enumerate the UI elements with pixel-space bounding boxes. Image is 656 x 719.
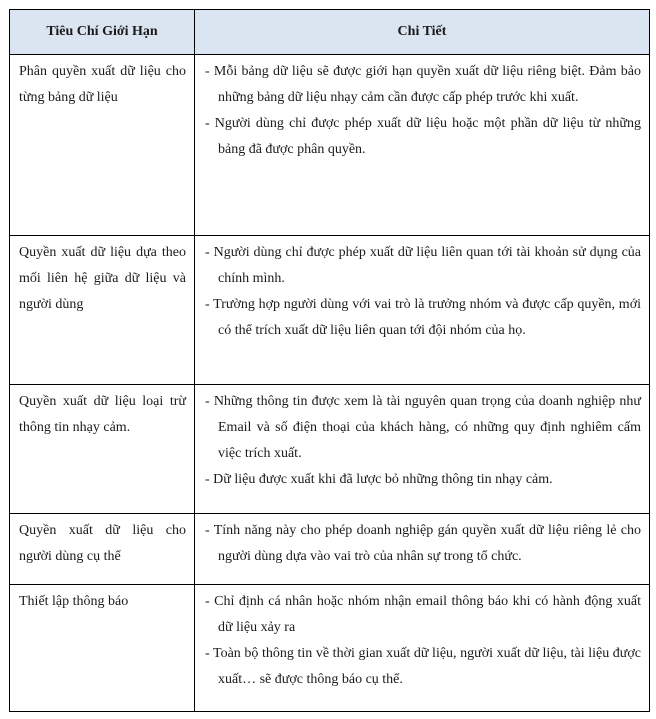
detail-bullet: - Trường hợp người dùng với vai trò là trưởng nhóm và được cấp quyền, mới có thể trích xuất dữ liệu liên quan tới đội nhóm của họ.	[205, 297, 641, 338]
criteria-table	[9, 9, 650, 712]
table-row	[10, 585, 650, 712]
detail-bullet: - Người dùng chỉ được phép xuất dữ liệu liên quan tới tài khoản sử dụng của chính mình.	[205, 245, 641, 286]
detail-bullet: - Người dùng chỉ được phép xuất dữ liệu hoặc một phần dữ liệu từ những bảng đã được phân quyền.	[205, 116, 641, 157]
detail-cell	[195, 514, 650, 585]
criterion-cell	[10, 585, 195, 712]
detail-bullet: - Tính năng này cho phép doanh nghiệp gán quyền xuất dữ liệu riêng lẻ cho người dùng dựa vào vai trò của nhân sự trong tổ chức.	[205, 523, 641, 564]
table-row	[10, 385, 650, 514]
criterion-text: Quyền xuất dữ liệu cho người dùng cụ thể	[19, 523, 186, 564]
detail-bullet: - Toàn bộ thông tin về thời gian xuất dữ liệu, người xuất dữ liệu, tài liệu được xuất… sẽ được thông báo cụ thể.	[205, 646, 641, 687]
criterion-cell	[10, 236, 195, 385]
criterion-cell	[10, 514, 195, 585]
criterion-text: Quyền xuất dữ liệu dựa theo mối liên hệ giữa dữ liệu và người dùng	[19, 245, 186, 312]
detail-bullet: - Dữ liệu được xuất khi đã lược bỏ những thông tin nhạy cảm.	[205, 472, 553, 487]
criterion-cell	[10, 55, 195, 236]
detail-bullet: - Những thông tin được xem là tài nguyên quan trọng của doanh nghiệp như Email và số điện thoại của khách hàng, có những quy định nghiêm cấm việc trích xuất.	[205, 394, 641, 461]
detail-cell	[195, 385, 650, 514]
detail-cell	[195, 585, 650, 712]
criterion-cell	[10, 385, 195, 514]
detail-cell	[195, 55, 650, 236]
criterion-text: Thiết lập thông báo	[19, 594, 129, 609]
table-row	[10, 236, 650, 385]
detail-bullet: - Mỗi bảng dữ liệu sẽ được giới hạn quyền xuất dữ liệu riêng biệt. Đảm bảo những bảng dữ liệu nhạy cảm cần được cấp phép trước khi xuất.	[205, 64, 641, 105]
table-row	[10, 55, 650, 236]
detail-bullet: - Chỉ định cá nhân hoặc nhóm nhận email thông báo khi có hành động xuất dữ liệu xảy ra	[205, 594, 641, 635]
table-header-row	[10, 10, 650, 55]
detail-cell	[195, 236, 650, 385]
table-row	[10, 514, 650, 585]
header-detail: Chi Tiết	[195, 10, 650, 55]
header-criterion: Tiêu Chí Giới Hạn	[10, 10, 195, 55]
criterion-text: Quyền xuất dữ liệu loại trừ thông tin nhạy cảm.	[19, 394, 186, 435]
criterion-text: Phân quyền xuất dữ liệu cho từng bảng dữ liệu	[19, 64, 186, 105]
